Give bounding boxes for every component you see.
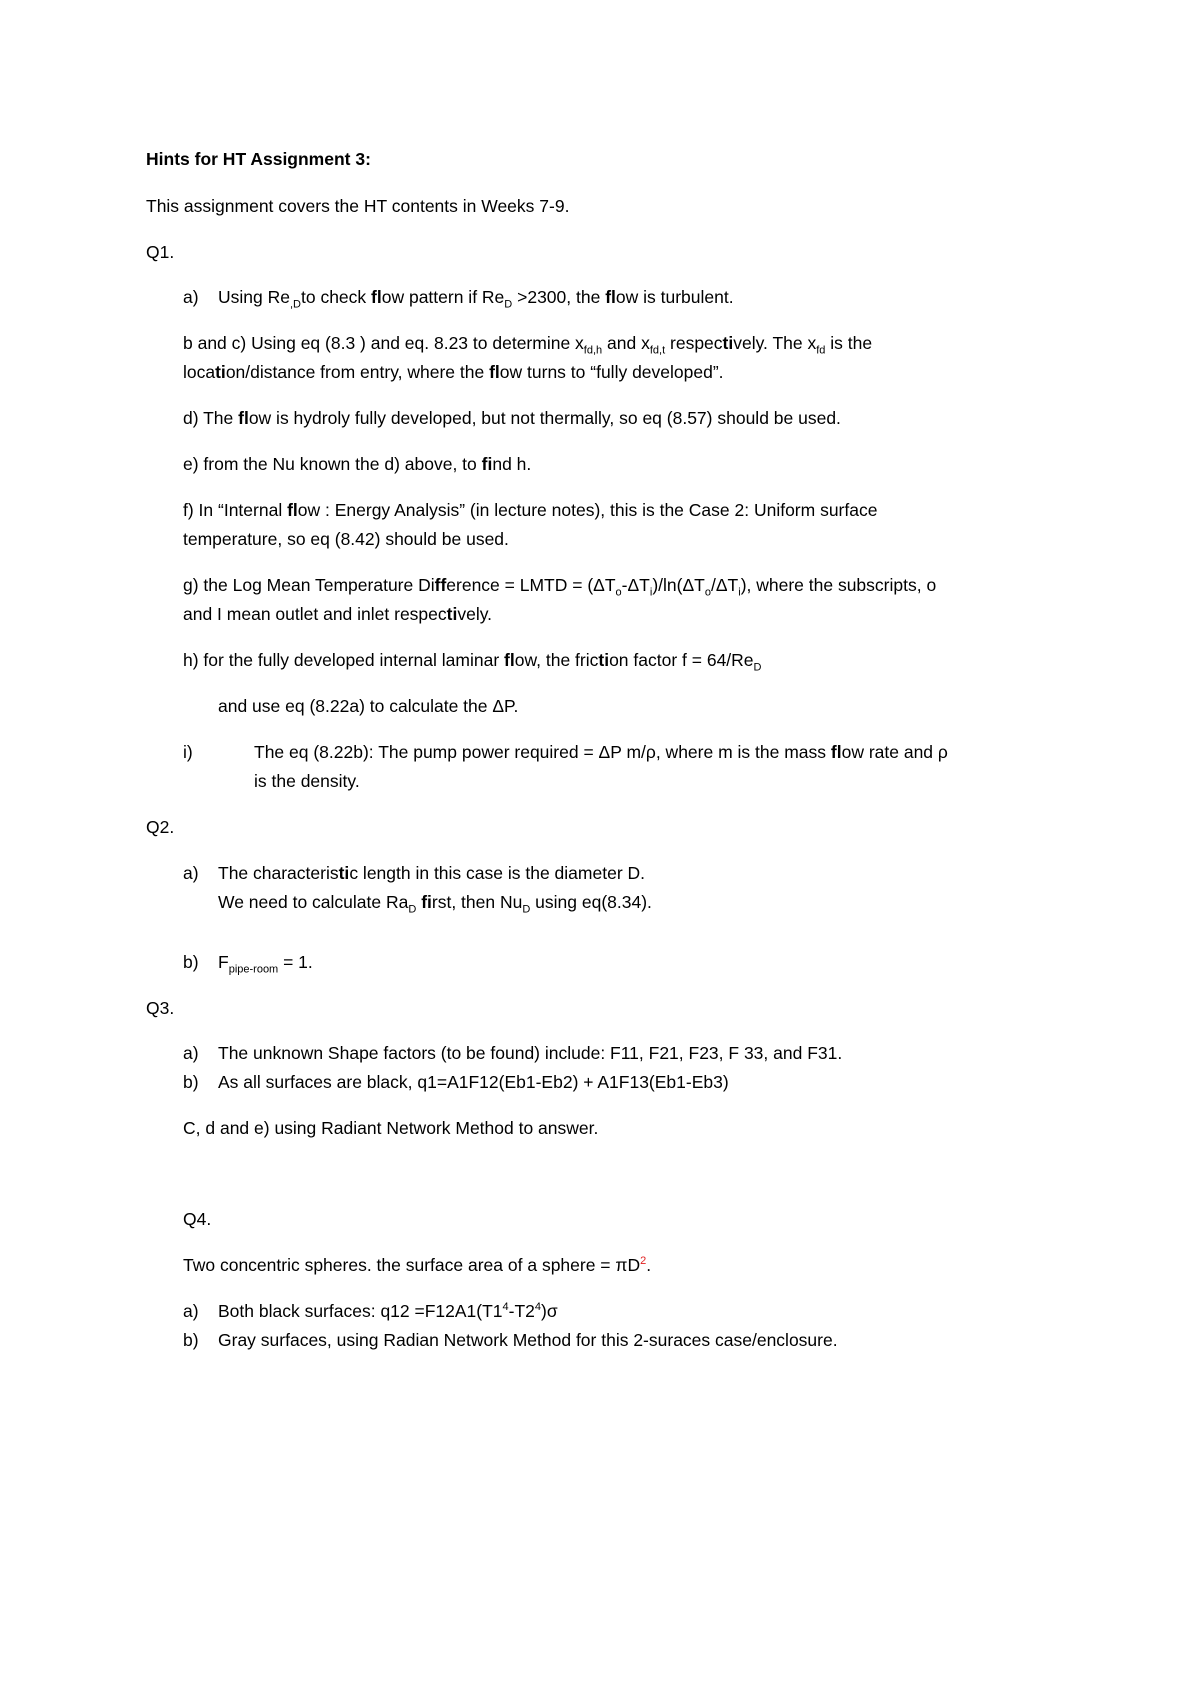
q1-i-label: i): [183, 742, 193, 762]
q3-b-text: As all surfaces are black, q1=A1F12(Eb1-Eb2) + A1F13(Eb1-Eb3): [218, 1072, 729, 1092]
q2-a-label: a): [183, 863, 199, 883]
q1-a-label: a): [183, 287, 199, 307]
q3-c-text: C, d and e) using Radiant Network Method to answer.: [183, 1118, 599, 1138]
q1-h-line1: h) for the fully developed internal laminar flow, the friction factor $f = 64/Re_D$: [183, 650, 762, 674]
q3-a-label: a): [183, 1043, 199, 1063]
q1-g-line1: g) the Log Mean Temperature Difference = LMTD = $(\Delta T_o-\Delta T_i)/\ln(\Delta T_o/\Delta T_i)$, where the subscripts, o: [183, 575, 937, 599]
q4-a-text: Both black surfaces: $q12 =F12A1(T1^4-T2^4)\sigma$: [218, 1301, 558, 1321]
q2-a-line2: We need to calculate $Ra_D$ first, then $Nu_D$ using eq(8.34).: [218, 892, 652, 916]
q4-heading: Q4.: [183, 1209, 212, 1229]
q4-a-label: a): [183, 1301, 199, 1321]
q1-g-line2: and I mean outlet and inlet respectively.: [183, 604, 493, 624]
q2-a-line1: The characteristic length in this case is the diameter D.: [218, 863, 646, 883]
q2-heading: Q2.: [146, 817, 175, 837]
q4-intro: Two concentric spheres. the surface area of a sphere = $\pi D^2$.: [183, 1255, 652, 1275]
q2-b-text: $F_{pipe-room} = 1$.: [218, 952, 313, 976]
q1-heading: Q1.: [146, 242, 175, 262]
q3-b-label: b): [183, 1072, 199, 1092]
q1-f-line2: temperature, so eq (8.42) should be used.: [183, 529, 509, 549]
intro-text: This assignment covers the HT contents in Weeks 7-9.: [146, 196, 570, 216]
q3-heading: Q3.: [146, 998, 175, 1018]
q1-h-line2: and use eq (8.22a) to calculate the ΔP.: [218, 696, 519, 716]
q4-b-label: b): [183, 1330, 199, 1350]
q3-a-text: The unknown Shape factors (to be found) include: F11, F21, F23, F 33, and F31.: [218, 1043, 843, 1063]
document-title: Hints for HT Assignment 3:: [146, 149, 371, 169]
q1-a-text: Using $Re_{,D}to$ check flow pattern if $Re_D >2300$, the flow is turbulent.: [218, 287, 734, 311]
q1-d-text: d) The flow is hydroly fully developed, but not thermally, so eq (8.57) should be used.: [183, 408, 841, 428]
q2-b-label: b): [183, 952, 199, 972]
q1-f-line1: f) In “Internal flow : Energy Analysis” (in lecture notes), this is the Case 2: Uniform surface: [183, 500, 878, 520]
q1-e-text: e) from the Nu known the d) above, to find h.: [183, 454, 532, 474]
red-superscript: 2: [640, 1255, 647, 1268]
q1-bc-line2: location/distance from entry, where the flow turns to “fully developed”.: [183, 362, 724, 382]
q1-i-line2: is the density.: [254, 771, 360, 791]
q4-b-text: Gray surfaces, using Radian Network Method for this 2-suraces case/enclosure.: [218, 1330, 838, 1350]
q1-bc-line1: b and c) Using eq (8.3 ) and eq. 8.23 to determine $x_{fd,h}$ and $x_{fd,t}$ respectively. The $x_{fd}$ is the: [183, 333, 873, 357]
q1-i-line1: The eq (8.22b): The pump power required = ΔP m/ρ, where m is the mass flow rate and ρ: [254, 742, 948, 762]
